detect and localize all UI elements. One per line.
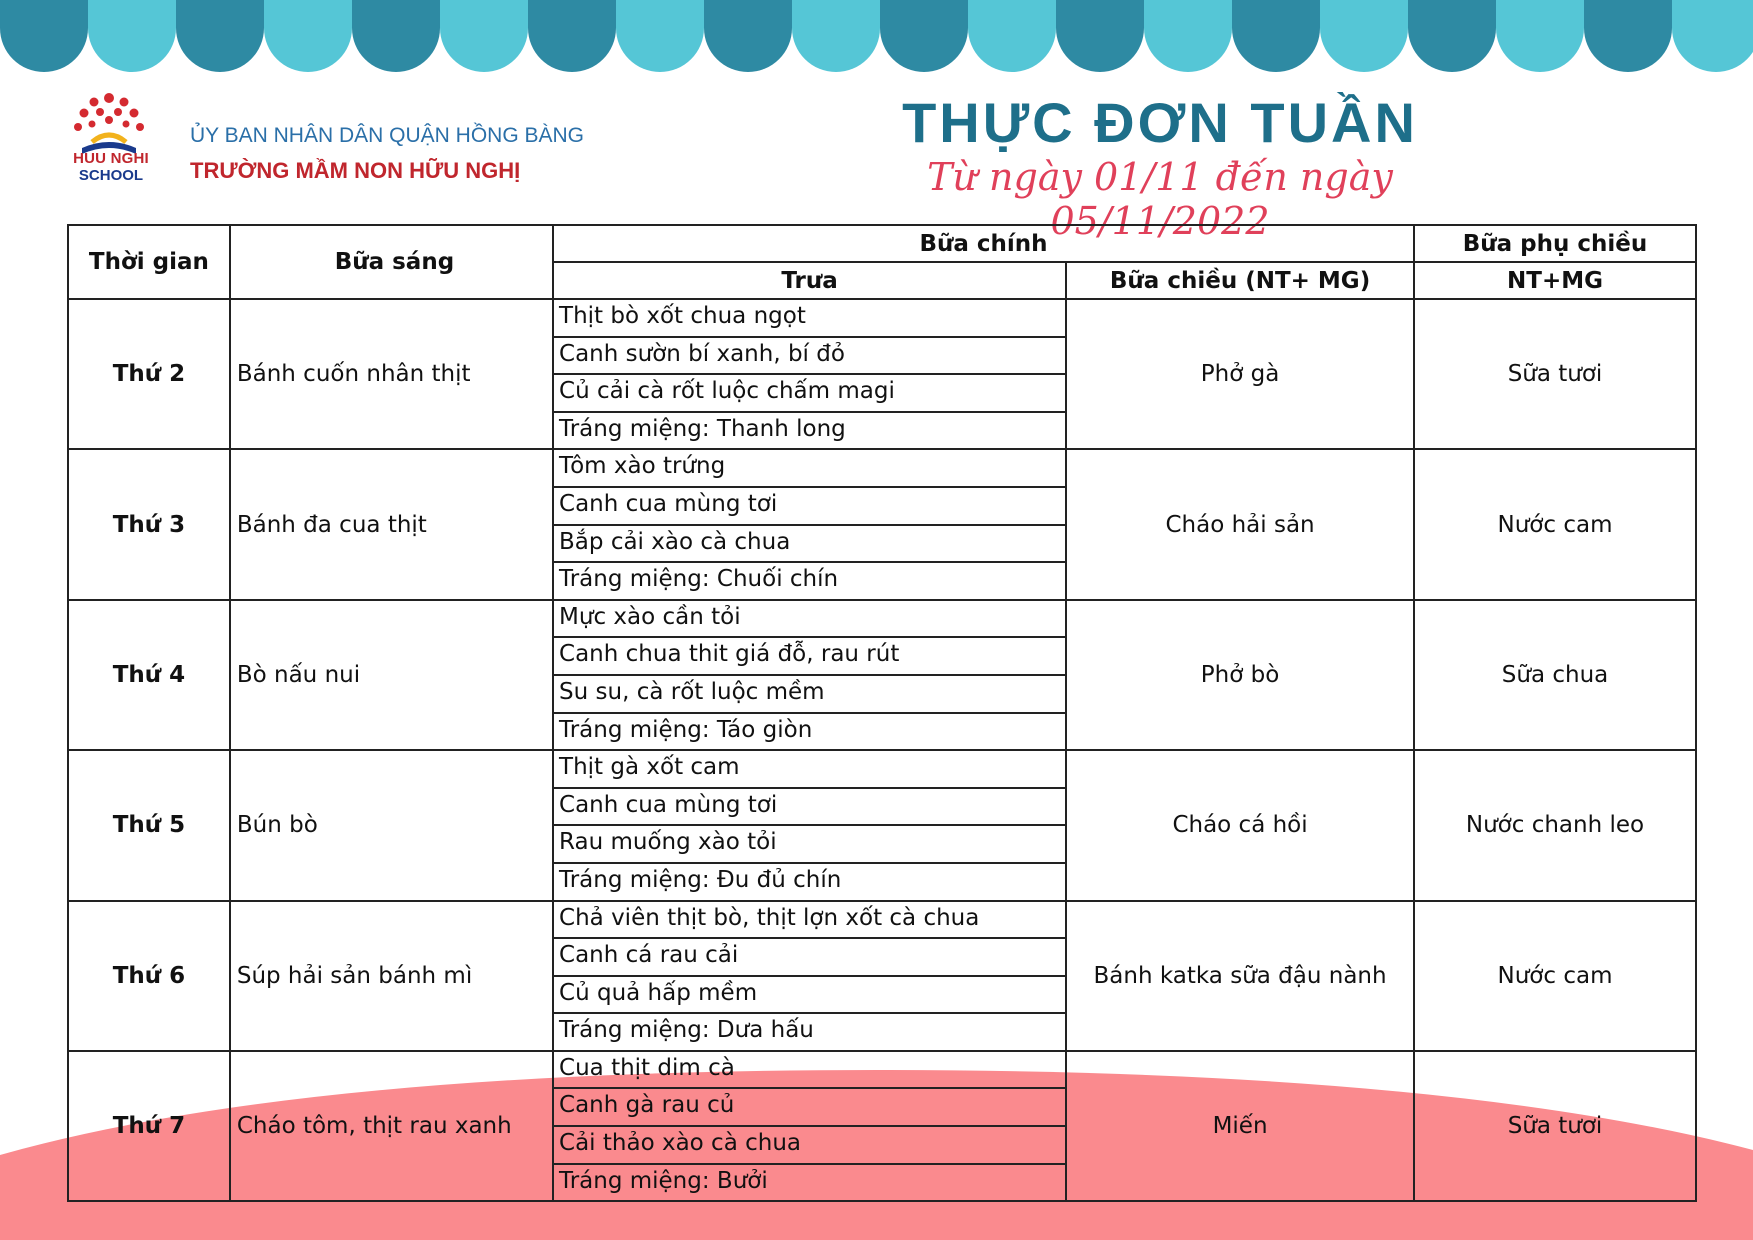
day-cell: Thứ 7 bbox=[68, 1051, 230, 1201]
logo-name: HUU NGHI bbox=[73, 150, 149, 167]
breakfast-cell: Cháo tôm, thịt rau xanh bbox=[230, 1051, 553, 1201]
scallop bbox=[1408, 0, 1496, 72]
scallop bbox=[968, 0, 1056, 72]
scallop bbox=[352, 0, 440, 72]
scallop bbox=[1584, 0, 1672, 72]
table-row bbox=[68, 1051, 1696, 1201]
scallop bbox=[1232, 0, 1320, 72]
header-snack-sub: NT+MG bbox=[1414, 262, 1696, 299]
day-cell: Thứ 2 bbox=[68, 299, 230, 449]
scallop bbox=[792, 0, 880, 72]
lunch-item: Rau muống xào tỏi bbox=[554, 826, 1065, 864]
table-row bbox=[68, 449, 1696, 599]
scallop bbox=[1496, 0, 1584, 72]
lunch-item: Chả viên thịt bò, thịt lợn xốt cà chua bbox=[554, 902, 1065, 940]
header-snack: Bữa phụ chiều bbox=[1414, 225, 1696, 262]
snack-cell: Sữa chua bbox=[1414, 600, 1696, 750]
scallop bbox=[176, 0, 264, 72]
day-cell: Thứ 4 bbox=[68, 600, 230, 750]
lunch-cell bbox=[553, 901, 1066, 1051]
lunch-cell bbox=[553, 1051, 1066, 1201]
org-line2: TRƯỜNG MẦM NON HỮU NGHỊ bbox=[190, 158, 521, 183]
lunch-item: Củ quả hấp mềm bbox=[554, 977, 1065, 1015]
header-breakfast: Bữa sáng bbox=[230, 225, 553, 299]
lunch-item: Canh chua thit giá đỗ, rau rút bbox=[554, 638, 1065, 676]
scallop bbox=[528, 0, 616, 72]
date-range: Từ ngày 01/11 đến ngày 05/11/2022 bbox=[927, 155, 1393, 243]
breakfast-cell: Bánh đa cua thịt bbox=[230, 449, 553, 599]
menu-table bbox=[67, 224, 1697, 1202]
lunch-item: Cua thịt dim cà bbox=[554, 1052, 1065, 1090]
lunch-item: Canh cua mùng tơi bbox=[554, 488, 1065, 526]
logo-sub: SCHOOL bbox=[78, 167, 144, 184]
table-row bbox=[68, 750, 1696, 900]
header-main-meal: Bữa chính bbox=[553, 225, 1414, 262]
table-row bbox=[68, 600, 1696, 750]
breakfast-cell: Súp hải sản bánh mì bbox=[230, 901, 553, 1051]
lunch-item: Tráng miệng: Chuối chín bbox=[559, 566, 839, 593]
scallop-border bbox=[0, 0, 1753, 80]
header-time: Thời gian bbox=[68, 225, 230, 299]
scallop bbox=[1320, 0, 1408, 72]
lunch-item: Bắp cải xào cà chua bbox=[554, 526, 1065, 564]
breakfast-cell: Bún bò bbox=[230, 750, 553, 900]
page-title: THỰC ĐƠN TUẦN bbox=[902, 91, 1418, 154]
breakfast-cell: Bò nấu nui bbox=[230, 600, 553, 750]
snack-cell: Nước cam bbox=[1414, 449, 1696, 599]
lunch-item: Canh gà rau củ bbox=[554, 1089, 1065, 1127]
header-lunch: Trưa bbox=[553, 262, 1066, 299]
table-row bbox=[68, 299, 1696, 449]
scallop bbox=[264, 0, 352, 72]
org-line1: ỦY BAN NHÂN DÂN QUẬN HỒNG BÀNG bbox=[190, 124, 585, 147]
lunch-item: Tráng miệng: Thanh long bbox=[559, 415, 846, 442]
lunch-item: Thịt bò xốt chua ngọt bbox=[554, 300, 1065, 338]
day-cell: Thứ 6 bbox=[68, 901, 230, 1051]
lunch-item: Tráng miệng: Táo giòn bbox=[559, 716, 813, 743]
scallop bbox=[704, 0, 792, 72]
lunch-item: Củ cải cà rốt luộc chấm magi bbox=[554, 375, 1065, 413]
lunch-item: Thịt gà xốt cam bbox=[554, 751, 1065, 789]
lunch-item: Canh sườn bí xanh, bí đỏ bbox=[554, 338, 1065, 376]
breakfast-cell: Bánh cuốn nhân thịt bbox=[230, 299, 553, 449]
lunch-item: Tráng miệng: Dưa hấu bbox=[559, 1017, 814, 1044]
scallop bbox=[880, 0, 968, 72]
lunch-item: Canh cua mùng tơi bbox=[554, 789, 1065, 827]
scallop bbox=[88, 0, 176, 72]
lunch-cell bbox=[553, 600, 1066, 750]
snack-cell: Sữa tươi bbox=[1414, 299, 1696, 449]
lunch-cell bbox=[553, 299, 1066, 449]
header-afternoon: Bữa chiều (NT+ MG) bbox=[1066, 262, 1414, 299]
table-row bbox=[68, 901, 1696, 1051]
afternoon-cell: Cháo cá hồi bbox=[1066, 750, 1414, 900]
scallop bbox=[1672, 0, 1753, 72]
scallop bbox=[1056, 0, 1144, 72]
lunch-item: Cải thảo xào cà chua bbox=[554, 1127, 1065, 1165]
lunch-item: Mực xào cần tỏi bbox=[554, 601, 1065, 639]
snack-cell: Nước cam bbox=[1414, 901, 1696, 1051]
lunch-item: Canh cá rau cải bbox=[554, 939, 1065, 977]
lunch-item: Tôm xào trứng bbox=[554, 450, 1065, 488]
lunch-item: Tráng miệng: Đu đủ chín bbox=[559, 866, 842, 893]
scallop bbox=[616, 0, 704, 72]
afternoon-cell: Miến bbox=[1066, 1051, 1414, 1201]
lunch-item: Su su, cà rốt luộc mềm bbox=[554, 676, 1065, 714]
afternoon-cell: Bánh katka sữa đậu nành bbox=[1066, 901, 1414, 1051]
snack-cell: Sữa tươi bbox=[1414, 1051, 1696, 1201]
lunch-cell bbox=[553, 750, 1066, 900]
lunch-cell bbox=[553, 449, 1066, 599]
scallop bbox=[440, 0, 528, 72]
scallop bbox=[1144, 0, 1232, 72]
day-cell: Thứ 3 bbox=[68, 449, 230, 599]
scallop bbox=[0, 0, 88, 72]
afternoon-cell: Cháo hải sản bbox=[1066, 449, 1414, 599]
lunch-item: Tráng miệng: Bưởi bbox=[559, 1167, 768, 1194]
day-cell: Thứ 5 bbox=[68, 750, 230, 900]
afternoon-cell: Phở bò bbox=[1066, 600, 1414, 750]
afternoon-cell: Phở gà bbox=[1066, 299, 1414, 449]
snack-cell: Nước chanh leo bbox=[1414, 750, 1696, 900]
